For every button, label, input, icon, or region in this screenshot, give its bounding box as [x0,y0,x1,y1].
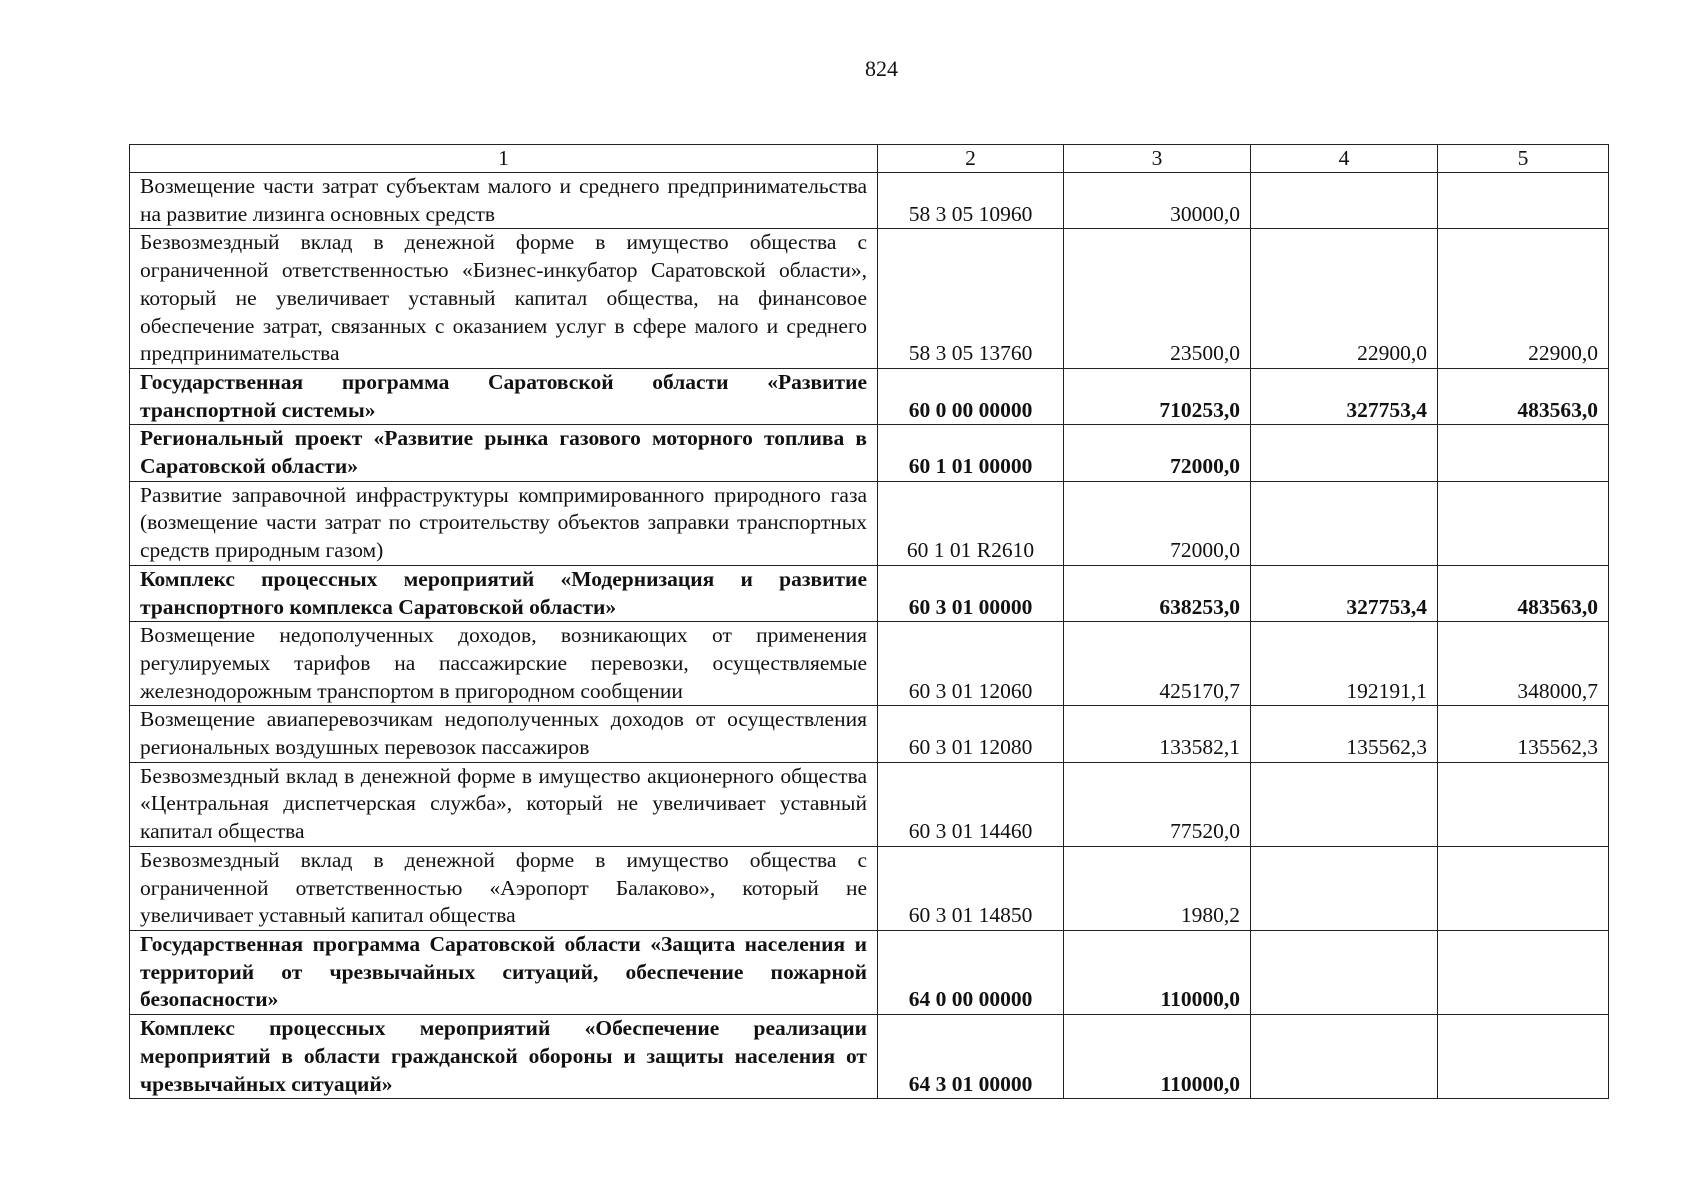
column-header-2: 2 [878,145,1064,173]
table-row [130,1015,1609,1099]
row-value-3: 23500,0 [1064,229,1251,369]
row-name: Безвозмездный вклад в денежной форме в имущество акционерного общества «Центральная диспетчерская служба», который не увеличивает уставный капитал общества [130,762,878,846]
row-value-3: 110000,0 [1064,1015,1251,1099]
table-row [130,846,1609,930]
row-value-5 [1438,425,1609,481]
row-value-3: 710253,0 [1064,368,1251,424]
row-code: 60 1 01 00000 [878,425,1064,481]
row-value-4 [1251,481,1438,565]
row-name: Комплекс процессных мероприятий «Обеспечение реализации мероприятий в области гражданской обороны и защиты населения от чрезвычайных ситуаций» [130,1015,878,1099]
table-row [130,229,1609,369]
row-code: 58 3 05 10960 [878,173,1064,229]
row-value-5 [1438,1015,1609,1099]
row-name: Безвозмездный вклад в денежной форме в имущество общества с ограниченной ответственностью «Бизнес-инкубатор Саратовской области», который не увеличивает уставный капитал общества, на финансовое обеспечение затрат, связанных с оказанием услуг в сфере малого и среднего предпринимательства [130,229,878,369]
row-value-3: 133582,1 [1064,706,1251,762]
row-code: 60 1 01 R2610 [878,481,1064,565]
row-value-4: 22900,0 [1251,229,1438,369]
row-name: Комплекс процессных мероприятий «Модернизация и развитие транспортного комплекса Саратовской области» [130,565,878,621]
row-code: 60 3 01 14460 [878,762,1064,846]
budget-table [129,144,1609,1099]
column-header-5: 5 [1438,145,1609,173]
table-row [130,368,1609,424]
table-row [130,930,1609,1014]
row-code: 60 0 00 00000 [878,368,1064,424]
row-code: 60 3 01 12060 [878,622,1064,706]
table-row [130,173,1609,229]
row-value-5: 483563,0 [1438,368,1609,424]
row-name: Государственная программа Саратовской области «Защита населения и территорий от чрезвычайных ситуаций, обеспечение пожарной безопасности» [130,930,878,1014]
row-value-5: 135562,3 [1438,706,1609,762]
table-row [130,481,1609,565]
row-value-3: 425170,7 [1064,622,1251,706]
row-value-4 [1251,930,1438,1014]
table-row [130,622,1609,706]
row-value-3: 1980,2 [1064,846,1251,930]
row-value-4 [1251,846,1438,930]
row-value-5 [1438,173,1609,229]
table-row [130,425,1609,481]
row-value-3: 77520,0 [1064,762,1251,846]
row-value-3: 638253,0 [1064,565,1251,621]
row-value-4 [1251,173,1438,229]
row-name: Региональный проект «Развитие рынка газового моторного топлива в Саратовской области» [130,425,878,481]
page-number: 824 [865,56,898,81]
row-name: Возмещение авиаперевозчикам недополученных доходов от осуществления региональных воздушных перевозок пассажиров [130,706,878,762]
row-code: 58 3 05 13760 [878,229,1064,369]
table-row [130,762,1609,846]
row-name: Возмещение части затрат субъектам малого и среднего предпринимательства на развитие лизинга основных средств [130,173,878,229]
table-header-row [130,145,1609,173]
row-value-5 [1438,930,1609,1014]
row-value-5 [1438,846,1609,930]
row-value-5 [1438,481,1609,565]
row-name: Развитие заправочной инфраструктуры компримированного природного газа (возмещение части затрат по строительству объектов заправки транспортных средств природным газом) [130,481,878,565]
row-value-4 [1251,425,1438,481]
row-value-3: 72000,0 [1064,481,1251,565]
row-value-5 [1438,762,1609,846]
row-value-4: 135562,3 [1251,706,1438,762]
row-value-5: 22900,0 [1438,229,1609,369]
row-code: 60 3 01 00000 [878,565,1064,621]
row-value-4: 192191,1 [1251,622,1438,706]
row-value-4 [1251,1015,1438,1099]
row-value-5: 348000,7 [1438,622,1609,706]
column-header-4: 4 [1251,145,1438,173]
row-value-3: 30000,0 [1064,173,1251,229]
row-value-4: 327753,4 [1251,368,1438,424]
row-code: 64 0 00 00000 [878,930,1064,1014]
table-row [130,706,1609,762]
column-header-1: 1 [130,145,878,173]
row-code: 60 3 01 14850 [878,846,1064,930]
row-value-5: 483563,0 [1438,565,1609,621]
row-code: 64 3 01 00000 [878,1015,1064,1099]
row-name: Возмещение недополученных доходов, возникающих от применения регулируемых тарифов на пассажирские перевозки, осуществляемые железнодорожным транспортом в пригородном сообщении [130,622,878,706]
row-value-4 [1251,762,1438,846]
row-value-4: 327753,4 [1251,565,1438,621]
row-value-3: 72000,0 [1064,425,1251,481]
table-row [130,565,1609,621]
row-name: Безвозмездный вклад в денежной форме в имущество общества с ограниченной ответственностью «Аэропорт Балаково», который не увеличивает уставный капитал общества [130,846,878,930]
column-header-3: 3 [1064,145,1251,173]
row-code: 60 3 01 12080 [878,706,1064,762]
row-value-3: 110000,0 [1064,930,1251,1014]
row-name: Государственная программа Саратовской области «Развитие транспортной системы» [130,368,878,424]
